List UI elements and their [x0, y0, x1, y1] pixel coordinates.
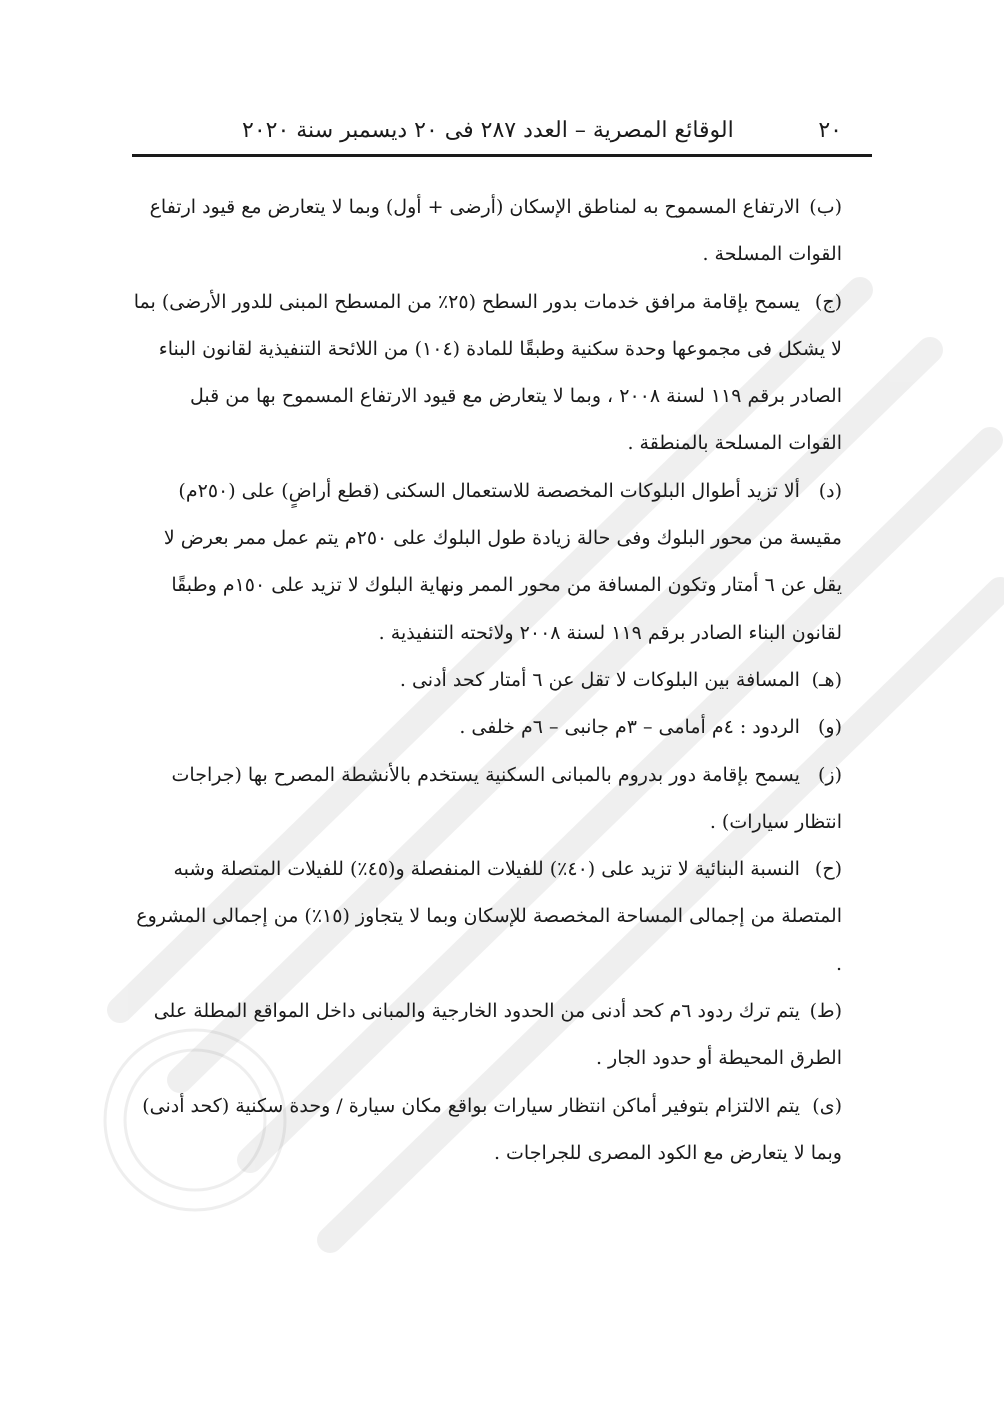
- clause-y: [132, 1083, 842, 1178]
- clause-j: [132, 279, 842, 468]
- clause-marker: (و): [817, 716, 842, 739]
- clause-marker: (ب): [809, 196, 842, 218]
- clause-b: [132, 184, 842, 279]
- clause-t: [132, 988, 842, 1083]
- clause-marker: (ح): [814, 858, 842, 881]
- clause-marker: (ى): [812, 1094, 842, 1117]
- clause-h: [132, 657, 842, 704]
- document-body: [132, 184, 842, 1177]
- gazette-header-title: الوقائع المصرية – العدد ٢٨٧ فى ٢٠ ديسمبر سنة ٢٠٢٠: [242, 118, 734, 143]
- clause-text: الردود : ٤م أمامى – ٣م جانبى – ٦م خلفى .: [459, 716, 800, 739]
- clause-d: [132, 468, 842, 657]
- header-divider: [132, 154, 872, 157]
- clause-text: يتم الالتزام بتوفير أماكن انتظار سيارات بواقع مكان سيارة / وحدة سكنية (كحد أدنى) وبما لا يتعارض مع الكود المصرى للجراجات .: [142, 1094, 842, 1164]
- clause-w: [132, 704, 842, 751]
- clause-marker: (ط): [809, 1000, 842, 1023]
- page-header: [132, 112, 872, 152]
- clause-text: يتم ترك ردود ٦م كحد أدنى من الحدود الخارجية والمبانى داخل المواقع المطلة على الطرق المحيطة أو حدود الجار .: [153, 1000, 842, 1070]
- page-number: ٢٠: [818, 118, 842, 143]
- clause-z: [132, 752, 842, 847]
- clause-marker: (ز): [817, 763, 842, 786]
- clause-text: المسافة بين البلوكات لا تقل عن ٦ أمتار كحد أدنى .: [399, 668, 800, 691]
- clause-marker: (هـ): [811, 668, 842, 691]
- clause-text: ألا تزيد أطوال البلوكات المخصصة للاستعمال السكنى (قطع أراضٍ) على (٢٥٠م) مقيسة من محور البلوك وفى حالة زيادة طول البلوك على ٢٥٠م يتم عمل ممر بعرض لا يقل عن ٦ أمتار وتكون المسافة من محور الممر ونهاية البلوك لا تزيد على ١٥٠م وطبقًا لقانون البناء الصادر برقم ١١٩ لسنة ٢٠٠٨ ولائحته التنفيذية .: [163, 479, 842, 644]
- clause-text: النسبة البنائية لا تزيد على (٤٠٪) للفيلات المنفصلة و(٤٥٪) للفيلات المتصلة وشبه المتصلة من إجمالى المساحة المخصصة للإسكان وبما لا يتجاوز (١٥٪) من إجمالى المشروع .: [136, 858, 842, 975]
- clause-text: يسمح بإقامة دور بدروم بالمبانى السكنية يستخدم بالأنشطة المصرح بها (جراجات انتظار سيارات) .: [171, 763, 842, 833]
- clause-marker: (ج): [814, 290, 842, 313]
- clause-text: الارتفاع المسموح به لمناطق الإسكان (أرضى + أول) وبما لا يتعارض مع قيود ارتفاع القوات المسلحة .: [149, 196, 842, 266]
- clause-text: يسمح بإقامة مرافق خدمات بدور السطح (٢٥٪ من المسطح المبنى للدور الأرضى) بما لا يشكل فى مجموعها وحدة سكنية وطبقًا للمادة (١٠٤) من اللائحة التنفيذية لقانون البناء الصادر برقم ١١٩ لسنة ٢٠٠٨ ، وبما لا يتعارض مع قيود الارتفاع المسموح بها من قبل القوات المسلحة بالمنطقة .: [133, 290, 842, 455]
- clause-h2: [132, 846, 842, 988]
- clause-marker: (د): [818, 479, 842, 502]
